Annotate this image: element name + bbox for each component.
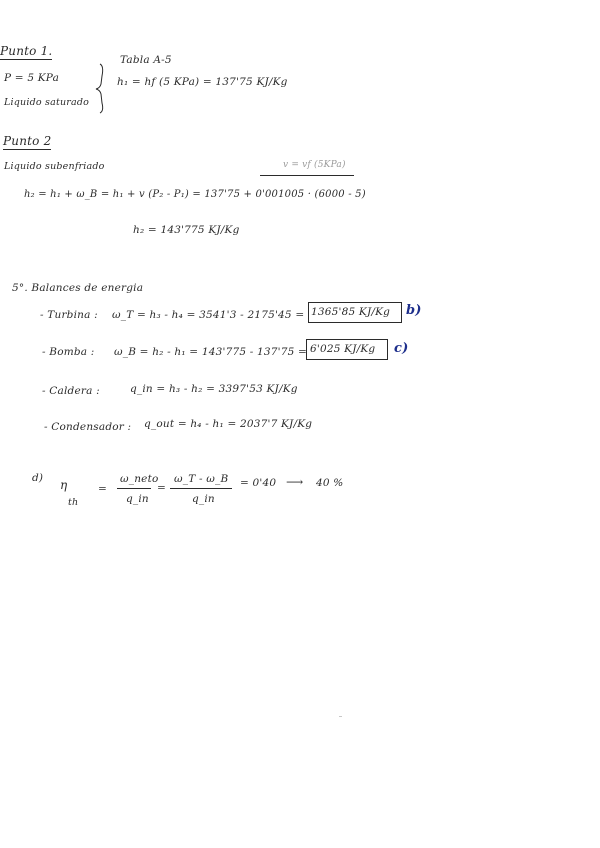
efficiency-equals-2: = <box>157 482 166 494</box>
efficiency-result: = 0'40 <box>240 477 277 489</box>
efficiency-frac2-denominator: q_in <box>192 493 215 505</box>
turbina-result: 1365'85 KJ/Kg <box>311 306 391 318</box>
punto2-heading <box>3 134 51 148</box>
punto1-heading-text: Punto 1. <box>0 44 53 58</box>
bomba-equation: ω_B = h₂ - h₁ = 143'775 - 137'75 = <box>114 346 308 358</box>
bomba-label: - Bomba : <box>42 346 95 358</box>
efficiency-percent: 40 % <box>316 477 344 489</box>
bomba-result: 6'025 KJ/Kg <box>310 343 376 355</box>
punto1-table-ref: Tabla A-5 <box>120 54 172 66</box>
caldera-equation: q_in = h₃ - h₂ = 3397'53 KJ/Kg <box>130 383 298 395</box>
punto2-h2-equation: h₂ = h₁ + ω_B = h₁ + v (P₂ - P₁) = 137'75 + 0'001005 · (6000 - 5) <box>24 189 366 200</box>
turbina-part-label: b) <box>406 303 422 318</box>
punto1-state: Liquido saturado <box>4 97 90 108</box>
condensador-label: - Condensador : <box>44 421 132 433</box>
efficiency-symbol: η <box>60 478 68 492</box>
efficiency-frac1-numerator: ω_neto <box>120 473 159 485</box>
punto2-annotation: v = vf (5KPa) <box>283 160 346 170</box>
punto2-h2-result: h₂ = 143'775 KJ/Kg <box>133 224 240 236</box>
efficiency-arrow: ⟶ <box>286 475 304 489</box>
punto1-h1-equation: h₁ = hf (5 KPa) = 137'75 KJ/Kg <box>117 76 288 88</box>
turbina-label: - Turbina : <box>40 309 98 321</box>
punto2-heading-text: Punto 2 <box>3 134 52 148</box>
efficiency-subscript: th <box>68 497 79 508</box>
condensador-equation: q_out = h₄ - h₁ = 2037'7 KJ/Kg <box>144 418 313 430</box>
efficiency-equals: = <box>98 483 107 495</box>
caldera-label: - Caldera : <box>42 385 100 397</box>
turbina-equation: ω_T = h₃ - h₄ = 3541'3 - 2175'45 = <box>112 309 305 321</box>
scan-speck <box>339 716 342 717</box>
punto2-annotation-line <box>260 175 354 176</box>
efficiency-frac1-denominator: q_in <box>126 493 149 505</box>
efficiency-frac2-bar <box>170 488 232 489</box>
punto2-state: Liquido subenfriado <box>4 161 105 172</box>
bomba-part-label: c) <box>394 341 409 356</box>
efficiency-frac2-numerator: ω_T - ω_B <box>174 473 229 485</box>
efficiency-frac1-bar <box>117 488 151 489</box>
punto1-pressure: P = 5 KPa <box>4 72 60 84</box>
balances-heading: 5°. Balances de energia <box>12 282 144 294</box>
efficiency-part-label: d) <box>32 472 44 484</box>
